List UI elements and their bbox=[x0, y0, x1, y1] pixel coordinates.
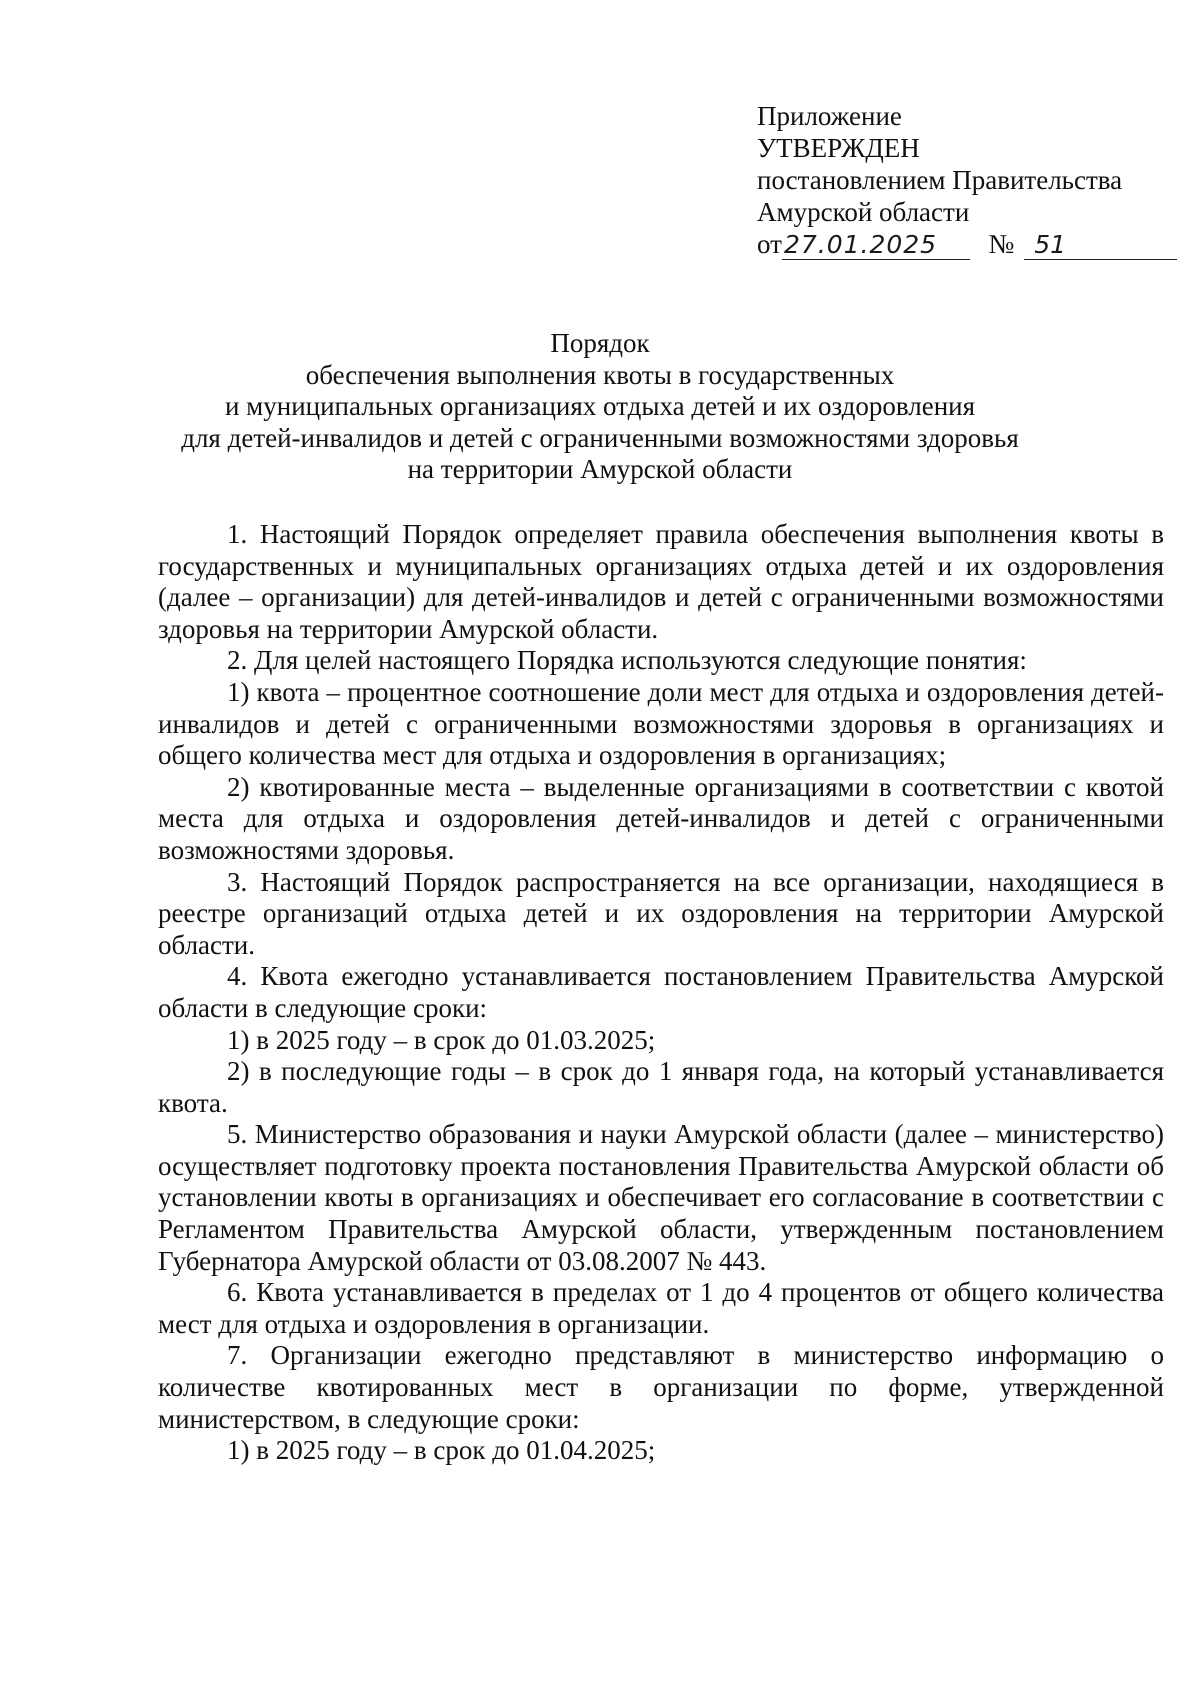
number-sign: № bbox=[988, 229, 1015, 259]
paragraph-4: 4. Квота ежегодно устанавливается постановлением Правительства Амурской области в следующие сроки: bbox=[158, 961, 1164, 1023]
paragraph-4-2: 2) в последующие годы – в срок до 1 января года, на который устанавливается квота. bbox=[158, 1056, 1164, 1118]
paragraph-1: 1. Настоящий Порядок определяет правила обеспечения выполнения квоты в государственных и муниципальных организациях отдыха детей и их оздоровления (далее – организации) для детей-инвалидов и детей с ограниченными возможностями здоровья на территории Амурской области. bbox=[158, 519, 1164, 644]
approval-line-region: Амурской области bbox=[757, 197, 970, 227]
paragraph-2: 2. Для целей настоящего Порядка используются следующие понятия: bbox=[227, 645, 1027, 676]
handwritten-number: 51 bbox=[1024, 231, 1177, 260]
handwritten-date: 27.01.2025 bbox=[782, 231, 970, 260]
title-line-1: Порядок bbox=[550, 328, 650, 358]
approval-block bbox=[757, 100, 1177, 260]
approval-line-approved: УТВЕРЖДЕН bbox=[757, 133, 920, 163]
paragraph-2-2: 2) квотированные места – выделенные организациями в соответствии с квотой места для отдыха и оздоровления детей-инвалидов и детей с ограниченными возможностями здоровья. bbox=[158, 771, 1164, 865]
title-line-4: для детей-инвалидов и детей с ограниченными возможностями здоровья bbox=[181, 422, 1019, 453]
date-prefix: от bbox=[757, 229, 782, 259]
title-line-3: и муниципальных организациях отдыха детей и их оздоровления bbox=[224, 391, 976, 421]
document-title bbox=[100, 328, 1100, 486]
approval-line-resolution: постановлением Правительства bbox=[757, 165, 1123, 195]
document-body bbox=[158, 519, 1164, 1467]
paragraph-6: 6. Квота устанавливается в пределах от 1 до 4 процентов от общего количества мест для отдыха и оздоровления в организации. bbox=[158, 1277, 1164, 1339]
approval-line-appendix: Приложение bbox=[757, 101, 902, 131]
approval-date-number-line bbox=[757, 228, 1177, 260]
paragraph-2-1: 1) квота – процентное соотношение доли мест для отдыха и оздоровления детей-инвалидов и детей с ограниченными возможностями здоровья в организациях и общего количества мест для отдыха и оздоровления в организациях; bbox=[158, 676, 1164, 771]
paragraph-7-1: 1) в 2025 году – в срок до 01.04.2025; bbox=[227, 1435, 656, 1466]
title-line-5: на территории Амурской области bbox=[407, 454, 793, 484]
title-line-2: обеспечения выполнения квоты в государственных bbox=[305, 359, 895, 390]
paragraph-3: 3. Настоящий Порядок распространяется на все организации, находящиеся в реестре организаций отдыха детей и их оздоровления на территории Амурской области. bbox=[158, 866, 1164, 960]
paragraph-7: 7. Организации ежегодно представляют в министерство информацию о количестве квотированных мест в организации по форме, утвержденной министерством, в следующие сроки: bbox=[158, 1340, 1164, 1434]
paragraph-4-1: 1) в 2025 году – в срок до 01.03.2025; bbox=[227, 1024, 656, 1055]
paragraph-5: 5. Министерство образования и науки Амурской области (далее – министерство) осуществляет подготовку проекта постановления Правительства Амурской области об установлении квоты в организациях и обеспечивает его согласование в соответствии с Регламентом Правительства Амурской области, утвержденным постановлением Губернатора Амурской области от 03.08.2007 № 443. bbox=[158, 1119, 1164, 1276]
